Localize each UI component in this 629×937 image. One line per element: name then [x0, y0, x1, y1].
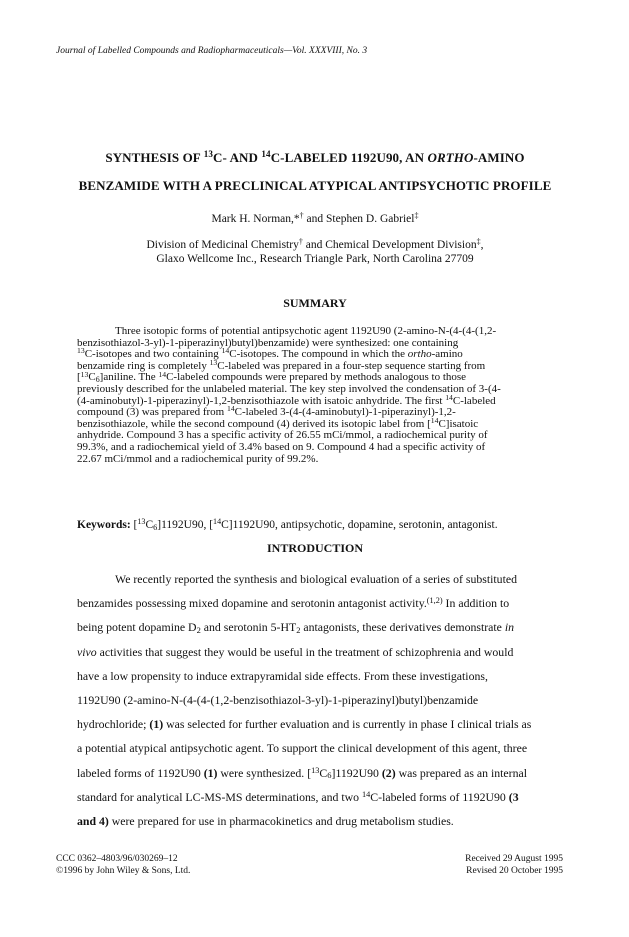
title-italic: ORTHO — [427, 150, 474, 165]
summary-line: (4-aminobutyl)-1-piperazinyl)-1,2-benzisothiazole with isatoic anhydride. The first $^{14}$C-labeled — [77, 392, 496, 407]
author-1: Mark H. Norman,* — [211, 213, 300, 225]
paper-title-line-1 — [60, 150, 570, 166]
copyright: ©1996 by John Wiley & Sons, Ltd. — [56, 866, 191, 876]
intro-line: We recently reported the synthesis and biological evaluation of a series of substituted — [115, 572, 517, 586]
intro-line: standard for analytical LC-MS-MS determinations, and two $^{14}$C-labeled forms of 1192U90 (3 — [77, 789, 519, 804]
intro-line: benzamides possessing mixed dopamine and serotonin antagonist activity.$^{(1,2)}$ In addition to — [77, 596, 510, 611]
intro-line: 1192U90 (2-amino-N-(4-(4-(1,2-benzisothiazol-3-yl)-1-piperazinyl)butyl)benzamide — [77, 693, 479, 708]
title-text: C- AND — [213, 150, 262, 165]
journal-header: Journal of Labelled Compounds and Radiopharmaceuticals—Vol. XXXVIII, No. 3 — [56, 46, 368, 56]
summary-line: previously described for the unlabeled material. The key step involved the condensation of 3-(4- — [77, 382, 501, 395]
introduction-body — [77, 567, 562, 833]
summary-line: anhydride. Compound 3 has a specific activity of 26.55 mCi/mmol, a radiochemical purity of — [77, 429, 488, 442]
title-text: C-LABELED 1192U90, AN — [270, 150, 428, 165]
author-line — [60, 210, 570, 225]
summary-line: compound (3) was prepared from $^{14}$C-labeled 3-(4-(4-aminobutyl)-1-piperazinyl)-1,2- — [77, 404, 456, 419]
intro-line: labeled forms of 1192U90 (1) were synthesized. $[^{13}C_6]1192U90$ (2) was prepared as an internal — [77, 765, 527, 781]
summary-line: benzamide ring is completely $^{13}$C-labeled was prepared in a four-step sequence starting from — [77, 357, 486, 372]
ccc-code: CCC 0362–4803/96/030269–12 — [56, 854, 178, 864]
summary-body — [77, 326, 557, 465]
intro-line: hydrochloride; (1) was selected for further evaluation and is currently in phase I clinical trials as — [77, 717, 532, 732]
summary-line: benzisothiazol-3-yl)-1-piperazinyl)butyl)benzamide) were synthesized: one containing — [77, 336, 459, 349]
revised-date: Revised 20 October 1995 — [466, 866, 563, 876]
summary-line: Three isotopic forms of potential antipsychotic agent 1192U90 (2-amino-N-(4-(4-(1,2- — [115, 325, 497, 337]
summary-line: $[^{13}C_6]aniline$. The $^{14}$C-labeled compounds were prepared by methods analogous to those — [77, 369, 467, 384]
affiliation-text: Division of Medicinal Chemistry — [146, 239, 299, 251]
title-superscript: 13 — [203, 149, 214, 160]
author-2-mark: ‡ — [414, 210, 419, 220]
keywords-line: Keywords: $[^{13}C_6]1192U90$, [$^{14}$C]1192U90, antipsychotic, dopamine, serotonin, antagonist. — [77, 516, 498, 532]
paper-title-line-2: BENZAMIDE WITH A PRECLINICAL ATYPICAL ANTIPSYCHOTIC PROFILE — [78, 178, 552, 193]
introduction-heading: INTRODUCTION — [266, 541, 363, 555]
intro-line: being potent dopamine $D_2$ and serotonin $5-HT_2$ antagonists, these derivatives demonstrate in — [77, 620, 515, 636]
author-2: and Stephen D. Gabriel — [303, 213, 415, 225]
footer-left — [56, 853, 190, 877]
affiliation-text: , — [480, 239, 484, 251]
intro-line: vivo activities that suggest they would be useful in the treatment of schizophrenia and would — [77, 644, 514, 659]
summary-line: 99.3%, and a radiochemical yield of 3.4% based on 9. Compound 4 had a specific activity of — [77, 440, 486, 453]
intro-line: and 4) were prepared for use in pharmacokinetics and drug metabolism studies. — [77, 814, 454, 829]
summary-line: 22.67 mCi/mmol and a radiochemical purity of 99.2%. — [77, 452, 319, 465]
intro-line: a potential atypical antipsychotic agent. To support the clinical development of this agent, three — [77, 741, 528, 756]
title-superscript: 14 — [261, 149, 271, 160]
affiliation-mark: † — [298, 236, 303, 246]
affiliation-mark: ‡ — [476, 236, 481, 246]
title-text: SYNTHESIS OF — [105, 150, 204, 165]
affiliation-line-2: Glaxo Wellcome Inc., Research Triangle Park, North Carolina 27709 — [156, 253, 474, 265]
footer-right — [453, 853, 563, 877]
summary-line: $^{13}$C-isotopes and two containing $^{14}$C-isotopes. The compound in which the ortho-amino — [77, 346, 463, 361]
summary-heading: SUMMARY — [283, 296, 347, 310]
title-text: -AMINO — [473, 150, 525, 165]
author-1-mark: † — [299, 210, 304, 220]
summary-line: benzisothiazole, while the second compound (4) derived its isotopic label from [$^{14}$C]isatoic — [77, 415, 479, 430]
affiliation-line-1 — [60, 236, 570, 252]
keywords-label: Keywords: — [77, 519, 131, 531]
intro-line: have a low propensity to induce extrapyramidal side effects. From these investigations, — [77, 668, 488, 683]
affiliation-text: and Chemical Development Division — [302, 239, 477, 251]
received-date: Received 29 August 1995 — [465, 854, 563, 864]
